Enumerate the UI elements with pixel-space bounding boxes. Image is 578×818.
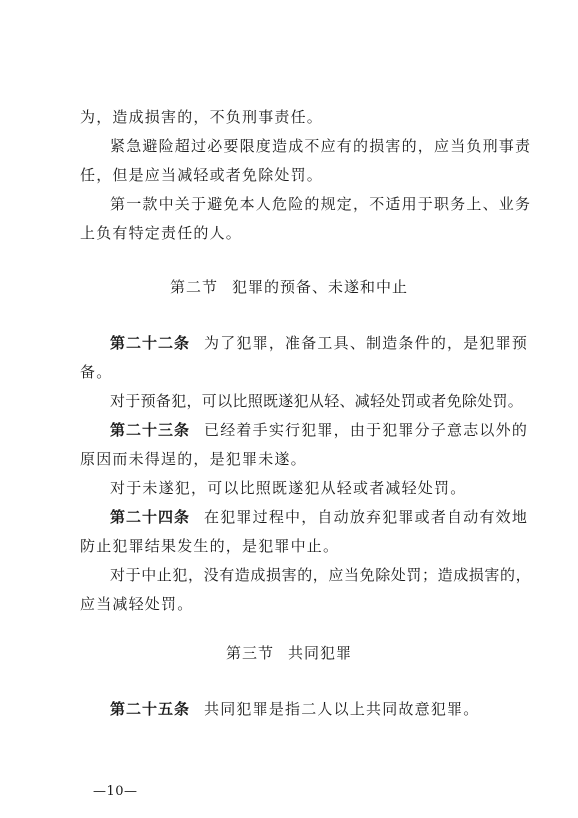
article-line xyxy=(110,420,540,440)
article-text: 在犯罪过程中，自动放弃犯罪或者自动有效地 xyxy=(204,508,529,526)
article-line: 对于中止犯，没有造成损害的，应当免除处罚；造成损害的， xyxy=(110,566,532,584)
article-label: 第二十四条 xyxy=(110,508,191,526)
article-label: 第二十五条 xyxy=(110,700,191,718)
section-number: 第二节 xyxy=(169,278,218,296)
paragraph-line: 紧急避险超过必要限度造成不应有的损害的，应当负刑事责 xyxy=(110,137,532,155)
section-number: 第三节 xyxy=(225,644,274,662)
article-text: 为了犯罪，准备工具、制造条件的，是犯罪预 xyxy=(204,334,529,352)
article-line xyxy=(110,333,540,353)
paragraph-line: 第一款中关于避免本人危险的规定，不适用于职务上、业务 xyxy=(110,195,532,213)
article-line: 原因而未得逞的，是犯罪未遂。 xyxy=(80,450,307,468)
article-line xyxy=(110,507,540,527)
paragraph-line: 任，但是应当减轻或者免除处罚。 xyxy=(80,166,324,184)
article-line: 备。 xyxy=(80,363,113,381)
article-line: 对于未遂犯，可以比照既遂犯从轻或者减轻处罚。 xyxy=(110,479,467,497)
article-line xyxy=(110,699,540,719)
article-line: 对于预备犯，可以比照既遂犯从轻、减轻处罚或者免除处罚。 xyxy=(110,392,524,410)
article-label: 第二十二条 xyxy=(110,334,191,352)
article-text: 共同犯罪是指二人以上共同故意犯罪。 xyxy=(204,700,480,718)
section-heading-2 xyxy=(0,277,578,297)
section-heading-3 xyxy=(0,643,578,663)
article-line: 应当减轻处罚。 xyxy=(80,595,194,613)
section-title: 犯罪的预备、未遂和中止 xyxy=(232,278,409,296)
section-title: 共同犯罪 xyxy=(288,644,353,662)
paragraph-line: 为，造成损害的，不负刑事责任。 xyxy=(80,108,324,126)
article-text: 已经着手实行犯罪，由于犯罪分子意志以外的 xyxy=(204,421,529,439)
article-label: 第二十三条 xyxy=(110,421,191,439)
article-line: 防止犯罪结果发生的，是犯罪中止。 xyxy=(80,537,340,555)
page-number: —10— xyxy=(93,784,138,799)
paragraph-line: 上负有特定责任的人。 xyxy=(80,224,243,242)
